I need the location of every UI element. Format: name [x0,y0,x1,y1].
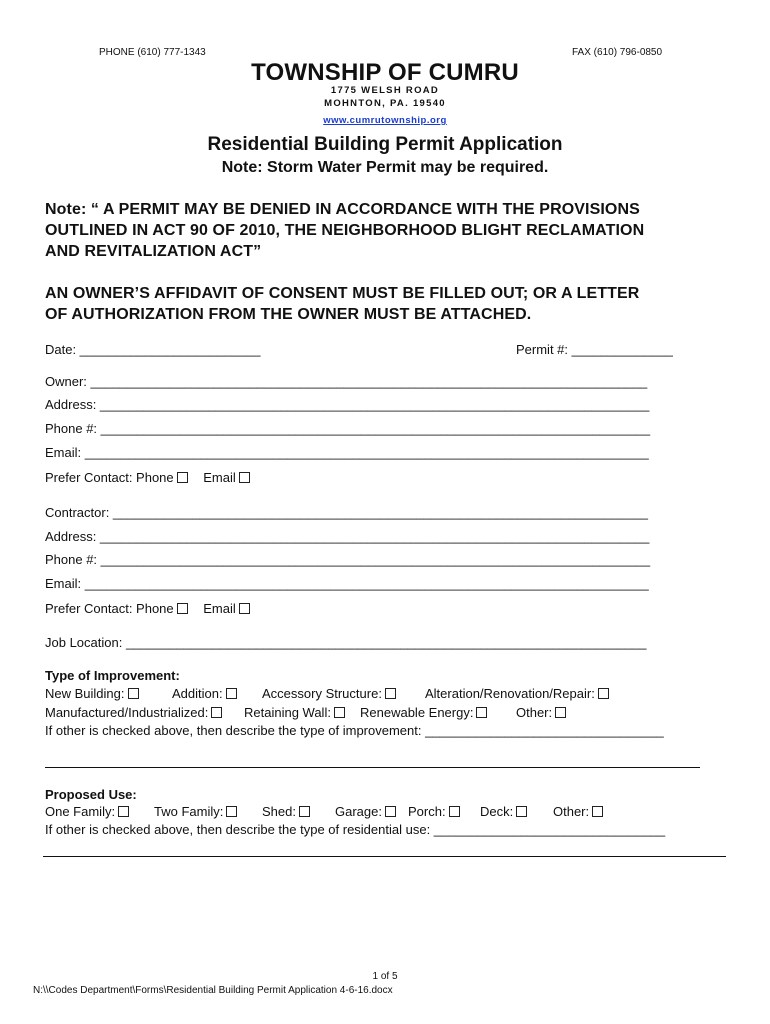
improvement-describe-field[interactable]: If other is checked above, then describe the type of improvement: _________________________________ [45,723,664,738]
proposed-option [45,804,129,819]
option-label: Accessory Structure: [262,686,382,701]
option-label: Retaining Wall: [244,705,331,720]
form-title: Residential Building Permit Application [207,134,563,155]
improvement-option [425,686,609,701]
notice-line: OUTLINED IN ACT 90 OF 2010, THE NEIGHBORHOOD BLIGHT RECLAMATION [45,222,645,239]
proposed-option [553,804,603,819]
file-path: N:\\Codes Department\Forms\Residential Building Permit Application 4-6-16.docx [33,985,393,996]
city-address: MOHNTON, PA. 19540 [324,98,446,109]
improvement-option [45,705,222,720]
permit-denial-notice [45,199,644,262]
improvement-heading: Type of Improvement: [45,668,180,683]
option-label: New Building: [45,686,125,701]
garage-checkbox[interactable] [385,806,396,817]
use-describe-field[interactable]: If other is checked above, then describe the type of residential use: ________________________________ [45,822,666,837]
email-option-label: Email [203,601,236,616]
prefer-contact-label: Prefer Contact: Phone [45,470,174,485]
alteration-checkbox[interactable] [598,688,609,699]
prefer-contact-label: Prefer Contact: Phone [45,601,174,616]
accessory-structure-checkbox[interactable] [385,688,396,699]
proposed-option [262,804,310,819]
affidavit-notice [45,283,639,325]
retaining-wall-checkbox[interactable] [334,707,345,718]
improvement-option [172,686,237,701]
job-location-field[interactable]: Job Location: ________________________________________________________________________ [45,635,647,650]
permit-number-field[interactable]: Permit #: ______________ [516,342,673,357]
option-label: Two Family: [154,804,224,819]
page-number: 1 of 5 [372,971,398,982]
option-label: Renewable Energy: [360,705,474,720]
contractor-field[interactable]: Contractor: __________________________________________________________________________ [45,505,648,520]
owner-address-field[interactable]: Address: ____________________________________________________________________________ [45,397,650,412]
notice-line: AN OWNER’S AFFIDAVIT OF CONSENT MUST BE FILLED OUT; OR A LETTER [45,285,640,302]
shed-checkbox[interactable] [299,806,310,817]
option-label: Deck: [480,804,514,819]
proposed-option [480,804,527,819]
porch-checkbox[interactable] [449,806,460,817]
phone-checkbox[interactable] [177,603,188,614]
option-label: Addition: [172,686,223,701]
deck-checkbox[interactable] [516,806,527,817]
section-divider [43,856,726,857]
improvement-option [45,686,139,701]
notice-line: AND REVITALIZATION ACT” [45,243,262,260]
proposed-option [154,804,237,819]
addition-checkbox[interactable] [226,688,237,699]
email-checkbox[interactable] [239,472,250,483]
option-label: Other: [553,804,590,819]
renewable-energy-checkbox[interactable] [476,707,487,718]
option-label: Manufactured/Industrialized: [45,705,209,720]
date-field[interactable]: Date: _________________________ [45,342,261,357]
option-label: Porch: [408,804,446,819]
other-improvement-checkbox[interactable] [555,707,566,718]
notice-line: OF AUTHORIZATION FROM THE OWNER MUST BE ATTACHED. [45,306,532,323]
contractor-address-field[interactable]: Address: ____________________________________________________________________________ [45,529,650,544]
phone-number: PHONE (610) 777-1343 [99,47,206,58]
owner-phone-field[interactable]: Phone #: ____________________________________________________________________________ [45,421,651,436]
owner-field[interactable]: Owner: _____________________________________________________________________________ [45,374,648,389]
storm-water-note: Note: Storm Water Permit may be required. [221,159,549,176]
owner-prefer-contact [45,470,250,485]
improvement-option [360,705,487,720]
option-label: Shed: [262,804,296,819]
other-use-checkbox[interactable] [592,806,603,817]
new-building-checkbox[interactable] [128,688,139,699]
fax-number: FAX (610) 796-0850 [572,47,663,58]
improvement-option [262,686,396,701]
email-checkbox[interactable] [239,603,250,614]
option-label: Other: [516,705,553,720]
manufactured-checkbox[interactable] [211,707,222,718]
two-family-checkbox[interactable] [226,806,237,817]
email-option-label: Email [203,470,236,485]
contractor-phone-field[interactable]: Phone #: ____________________________________________________________________________ [45,552,651,567]
contractor-email-field[interactable]: Email: ______________________________________________________________________________ [45,576,649,591]
one-family-checkbox[interactable] [118,806,129,817]
township-title: TOWNSHIP OF CUMRU [251,59,519,86]
option-label: Garage: [335,804,382,819]
street-address: 1775 WELSH ROAD [330,85,440,96]
proposed-option [408,804,460,819]
option-label: One Family: [45,804,116,819]
notice-line: Note: “ A PERMIT MAY BE DENIED IN ACCORDANCE WITH THE PROVISIONS [45,201,640,218]
owner-email-field[interactable]: Email: ______________________________________________________________________________ [45,445,649,460]
improvement-description-line[interactable] [45,767,700,768]
proposed-use-heading: Proposed Use: [45,787,137,802]
improvement-option [244,705,345,720]
option-label: Alteration/Renovation/Repair: [425,686,595,701]
proposed-option [335,804,396,819]
phone-checkbox[interactable] [177,472,188,483]
website-link[interactable]: www.cumrutownship.org [323,115,447,126]
improvement-option [516,705,566,720]
contractor-prefer-contact [45,601,250,616]
